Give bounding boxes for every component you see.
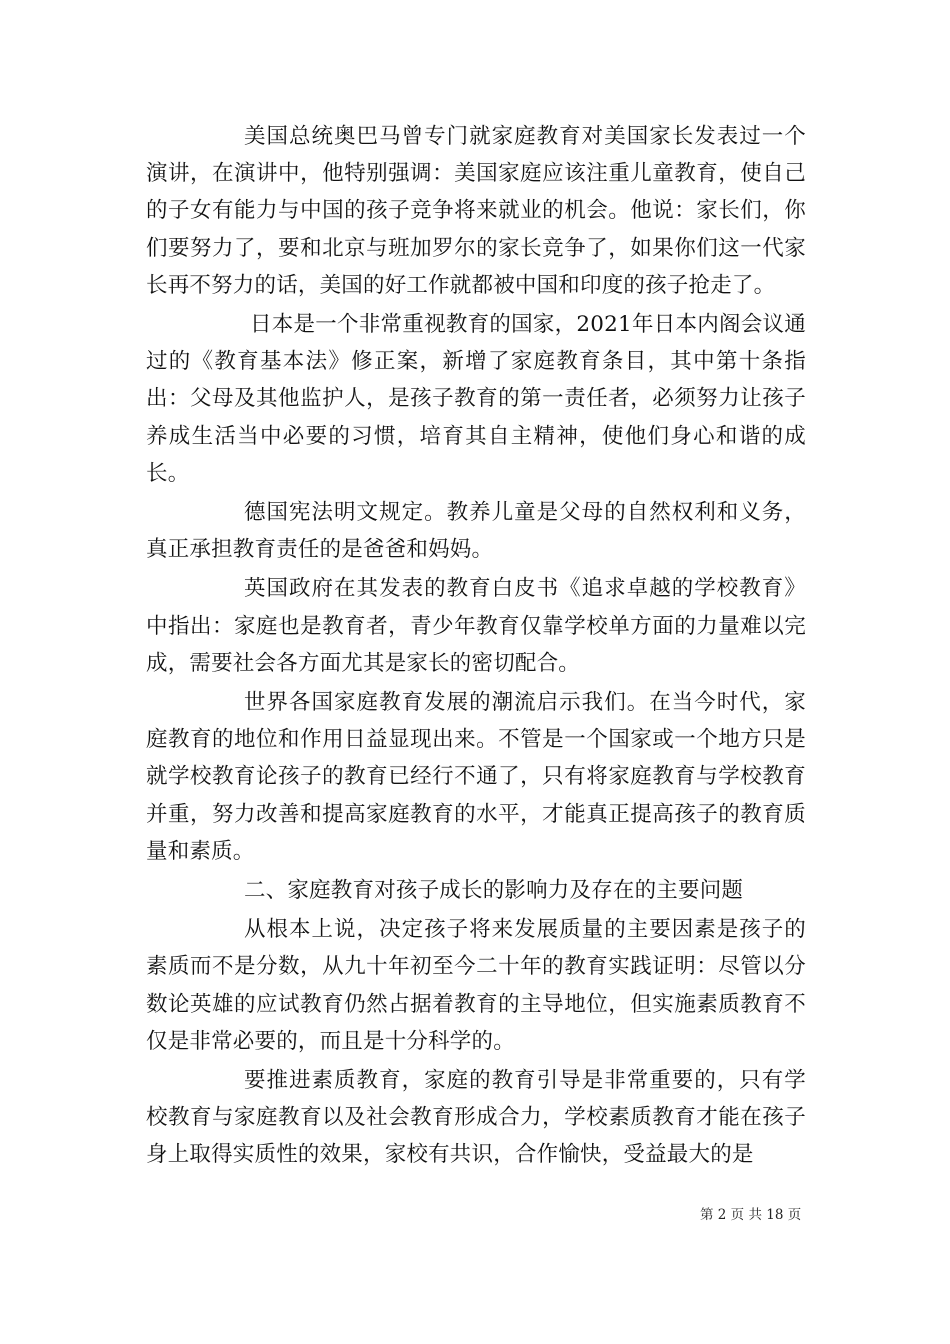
paragraph-uk-white-paper: 英国政府在其发表的教育白皮书《追求卓越的学校教育》中指出：家庭也是教育者，青少年教育仅靠学校单方面的力量难以完成，需要社会各方面尤其是家长的密切配合。 [146, 576, 806, 676]
paragraph-quality-factors: 从根本上说，决定孩子将来发展质量的主要因素是孩子的素质而不是分数，从九十年初至今二十年的教育实践证明：尽管以分数论英雄的应试教育仍然占据着教育的主导地位，但实施素质教育不仅是非常必要的，而且是十分科学的。 [146, 917, 806, 1054]
paragraph-quality-education: 要推进素质教育，家庭的教育引导是非常重要的，只有学校教育与家庭教育以及社会教育形成合力，学校素质教育才能在孩子身上取得实质性的效果，家校有共识，合作愉快，受益最大的是 [146, 1068, 806, 1168]
document-body [146, 118, 806, 1176]
paragraph-obama-speech: 美国总统奥巴马曾专门就家庭教育对美国家长发表过一个演讲，在演讲中，他特别强调：美国家庭应该注重儿童教育，使自己的子女有能力与中国的孩子竞争将来就业的机会。他说：家长们，你们要努力了，要和北京与班加罗尔的家长竞争了，如果你们这一代家长再不努力的话，美国的好工作就都被中国和印度的孩子抢走了。 [146, 124, 806, 298]
paragraph-japan-education-law: 日本是一个非常重视教育的国家，2021年日本内阁会议通过的《教育基本法》修正案，新增了家庭教育条目，其中第十条指出：父母及其他监护人，是孩子教育的第一责任者，必须努力让孩子养成生活当中必要的习惯，培育其自主精神，使他们身心和谐的成长。 [146, 312, 806, 486]
page-number: 第 2 页 共 18 页 [700, 1207, 802, 1223]
paragraph-germany-constitution: 德国宪法明文规定。教养儿童是父母的自然权利和义务，真正承担教育责任的是爸爸和妈妈。 [146, 500, 806, 563]
section-heading-2: 二、家庭教育对孩子成长的影响力及存在的主要问题 [244, 878, 744, 904]
paragraph-world-trends: 世界各国家庭教育发展的潮流启示我们。在当今时代，家庭教育的地位和作用日益显现出来。不管是一个国家或一个地方只是就学校教育论孩子的教育已经行不通了，只有将家庭教育与学校教育并重，努力改善和提高家庭教育的水平，才能真正提高孩子的教育质量和素质。 [146, 690, 806, 864]
